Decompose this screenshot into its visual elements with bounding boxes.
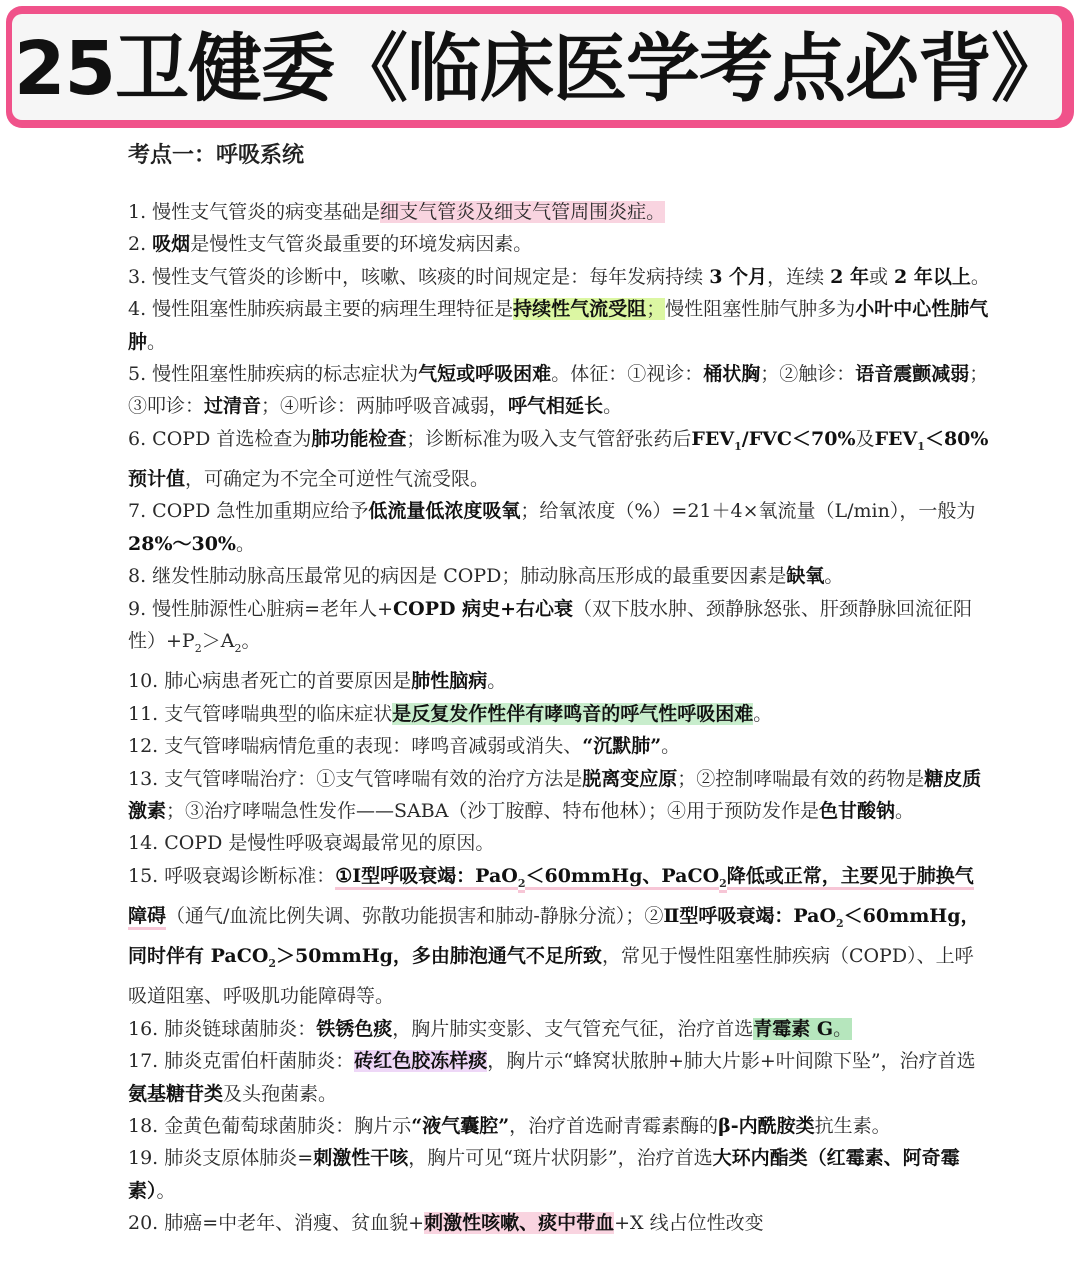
key-point-item (128, 495, 990, 560)
text-segment: ，胸片示“蜂窝状脓肿+肺大片影+叶间隙下坠”，治疗首选 (487, 1050, 976, 1073)
page-title: 25卫健委《临床医学考点必背》 (14, 26, 1064, 112)
text-segment: 大环内酯类（红霉素、阿奇霉素） (128, 1147, 960, 1202)
text-segment: ；④听诊：两肺呼吸音减弱， (261, 395, 509, 418)
key-points-list (128, 196, 990, 1240)
text-segment: ；③叩诊： (128, 363, 989, 418)
text-segment: 2 (234, 641, 242, 655)
text-segment: 过清音 (204, 395, 262, 418)
text-segment: 13. 支气管哮喘治疗：①支气管哮喘有效的治疗方法是 (128, 767, 583, 790)
text-segment: ＜60mmHg，同时伴有 PaCO (128, 904, 980, 968)
text-segment: ＞50mmHg，多由肺泡通气不足所致 (276, 945, 602, 968)
key-point-item (128, 1142, 990, 1207)
text-segment: 肺性脑病 (411, 670, 488, 693)
text-segment: 小叶中心性肺气肿 (128, 298, 989, 353)
key-point-item (128, 358, 990, 423)
text-segment: 3. 慢性支气管炎的诊断中，咳嗽、咳痰的时间规定是：每年发病持续 (128, 265, 710, 288)
text-segment: 缺氧 (786, 565, 825, 588)
text-segment: 4. 慢性阻塞性肺疾病最主要的病理生理特征是 (128, 298, 514, 321)
text-segment: +X 线占位性改变 (614, 1212, 764, 1235)
text-segment: ，胸片肺实变影、支气管充气征，治疗首选 (392, 1017, 754, 1040)
text-segment: 。 (241, 630, 261, 653)
text-segment: 呼气相延长 (508, 395, 604, 418)
key-point-item (128, 698, 990, 730)
text-segment: 2 (836, 916, 844, 930)
text-segment: 6. COPD 首选检查为 (128, 427, 312, 450)
text-segment: FEV (691, 427, 735, 450)
text-segment: 。 (147, 330, 167, 353)
text-segment: 及 (855, 427, 875, 450)
text-segment: ＜80%预计值 (128, 427, 989, 491)
key-point-item (128, 593, 990, 666)
text-segment: 肺功能检查 (311, 427, 407, 450)
text-segment: ＞A (201, 630, 235, 653)
text-segment: /FVC＜70% (741, 427, 856, 450)
text-segment: ；诊断标准为吸入支气管舒张药后 (406, 427, 692, 450)
text-segment: β-内酰胺类 (718, 1114, 815, 1137)
text-segment: “沉默肺” (582, 735, 662, 758)
text-segment: （通气/血流比例失调、弥散功能损害和肺动-静脉分流）；② (166, 904, 664, 927)
text-segment: 慢性阻塞性肺气肿多为 (665, 298, 856, 321)
highlighted-text: 青霉素 G (753, 1017, 834, 1040)
key-point-item (128, 423, 990, 496)
text-segment: ，可确定为不完全可逆性气流受限。 (185, 468, 490, 491)
key-point-item (128, 730, 990, 762)
text-segment: 低流量低浓度吸氧 (368, 500, 521, 523)
highlighted-text: ①Ⅰ型呼吸衰竭：PaO (335, 865, 518, 890)
highlighted-text: 。 (833, 1017, 853, 1040)
text-segment: 色甘酸钠 (818, 799, 895, 822)
highlighted-text: ； (646, 298, 666, 321)
text-segment: 8. 继发性肺动脉高压最常见的病因是 COPD；肺动脉高压形成的最重要因素是 (128, 565, 787, 588)
text-segment: 14. COPD 是慢性呼吸衰竭最常见的原因。 (128, 832, 495, 855)
key-point-item (128, 261, 990, 293)
text-segment: 5. 慢性阻塞性肺疾病的标志症状为 (128, 363, 419, 386)
highlighted-text: 持续性气流受阻 (513, 298, 647, 321)
key-point-item (128, 1045, 990, 1110)
text-segment: ，常见于慢性阻塞性肺疾病（COPD）、上呼吸道阻塞、呼吸肌功能障碍等。 (128, 945, 974, 1008)
text-segment: 氨基糖苷类 (128, 1082, 224, 1105)
highlighted-text: 砖红色胶冻样痰 (354, 1050, 488, 1073)
key-point-item (128, 293, 990, 358)
text-segment: 。 (236, 532, 256, 555)
text-segment: 1 (917, 439, 925, 453)
text-segment: 28%～30% (128, 532, 236, 555)
key-point-item (128, 196, 990, 228)
text-segment: 9. 慢性肺源性心脏病=老年人+ (128, 597, 394, 620)
text-segment: 1 (734, 439, 742, 453)
text-segment: 3 个月 (709, 265, 768, 288)
text-segment: “液气囊腔” (411, 1114, 510, 1137)
text-segment: 铁锈色痰 (316, 1017, 393, 1040)
text-segment: ，治疗首选耐青霉素酶的 (509, 1114, 719, 1137)
text-segment: 糖皮质激素 (128, 767, 982, 822)
text-segment: COPD 病史+右心衰 (393, 597, 573, 620)
key-point-item (128, 228, 990, 260)
text-segment: 19. 肺炎支原体肺炎= (128, 1147, 314, 1170)
text-segment: 抗生素。 (814, 1114, 891, 1137)
text-segment: 12. 支气管哮喘病情危重的表现：哮鸣音减弱或消失、 (128, 735, 583, 758)
text-segment: 刺激性干咳 (313, 1147, 409, 1170)
text-segment: 语音震颤减弱 (855, 363, 970, 386)
text-segment: 。 (824, 565, 844, 588)
section-title: 考点一：呼吸系统 (128, 143, 305, 168)
text-segment: ；②触诊： (760, 363, 856, 386)
text-segment: 2 年以上 (894, 265, 971, 288)
text-segment: 。 (661, 735, 681, 758)
text-segment: 18. 金黄色葡萄球菌肺炎：胸片示 (128, 1114, 412, 1137)
text-segment: 7. COPD 急性加重期应给予 (128, 500, 369, 523)
text-segment: ，胸片可见“斑片状阴影”，治疗首选 (408, 1147, 713, 1170)
text-segment: （双下肢水肿、颈静脉怒张、肝颈静脉回流征阳性）+P (128, 597, 973, 653)
text-segment: ；③治疗哮喘急性发作——SABA（沙丁胺醇、特布他林）；④用于预防发作是 (166, 799, 819, 822)
text-segment: 。 (753, 702, 773, 725)
key-point-item (128, 1207, 990, 1239)
highlighted-text: 刺激性咳嗽、痰中带血 (424, 1212, 615, 1235)
text-segment: Ⅱ型呼吸衰竭：PaO (663, 904, 836, 927)
highlighted-text: 2 (518, 877, 526, 893)
text-segment: ，连续 (767, 265, 831, 288)
highlighted-text: 是反复发作性伴有哮鸣音的呼气性呼吸困难 (392, 702, 754, 725)
text-segment: 10. 肺心病患者死亡的首要原因是 (128, 670, 412, 693)
text-segment: 2 (268, 956, 277, 970)
highlighted-text: ＜60mmHg、PaCO (525, 865, 719, 890)
text-segment: 脱离变应原 (582, 767, 678, 790)
text-segment: 2 年 (830, 265, 869, 288)
text-segment: 气短或呼吸困难 (418, 363, 552, 386)
text-segment: 。 (487, 670, 507, 693)
key-point-item (128, 1013, 990, 1045)
text-segment: 15. 呼吸衰竭诊断标准： (128, 864, 336, 887)
text-segment: 20. 肺癌=中老年、消瘦、贫血貌+ (128, 1212, 425, 1235)
text-segment: 。 (970, 265, 990, 288)
text-segment: 吸烟 (152, 233, 191, 256)
key-point-item (128, 860, 990, 1013)
text-segment: 。 (603, 395, 623, 418)
text-segment: 及头孢菌素。 (223, 1082, 338, 1105)
key-point-item (128, 827, 990, 859)
key-point-item (128, 1110, 990, 1142)
text-segment: 。 (894, 799, 914, 822)
text-segment: FEV (874, 427, 918, 450)
highlighted-text: 细支气管炎及细支气管周围炎症。 (380, 201, 666, 223)
text-segment: 。体征：①视诊： (551, 363, 704, 386)
text-segment: 桶状胸 (703, 363, 761, 386)
key-point-item (128, 763, 990, 828)
highlighted-text: 2 (719, 877, 727, 893)
title-banner (0, 0, 1080, 140)
text-segment: 17. 肺炎克雷伯杆菌肺炎： (128, 1050, 355, 1073)
text-segment: 11. 支气管哮喘典型的临床症状 (128, 702, 393, 725)
text-segment: 16. 肺炎链球菌肺炎： (128, 1017, 317, 1040)
text-segment: 或 (868, 265, 894, 288)
text-segment: ；给氧浓度（%）=21＋4×氧流量（L/min），一般为 (520, 500, 976, 523)
key-point-item (128, 665, 990, 697)
key-point-item (128, 560, 990, 592)
text-segment: 是慢性支气管炎最重要的环境发病因素。 (190, 233, 533, 256)
text-segment: 2 (194, 641, 202, 655)
text-segment: 2. (128, 233, 153, 256)
text-segment: ；②控制哮喘最有效的药物是 (677, 767, 925, 790)
text-segment: 。 (156, 1179, 176, 1202)
highlighted-text: 降低或正常，主要见于肺换气障碍 (128, 865, 974, 930)
text-segment: 1. 慢性支气管炎的病变基础是 (128, 201, 381, 223)
